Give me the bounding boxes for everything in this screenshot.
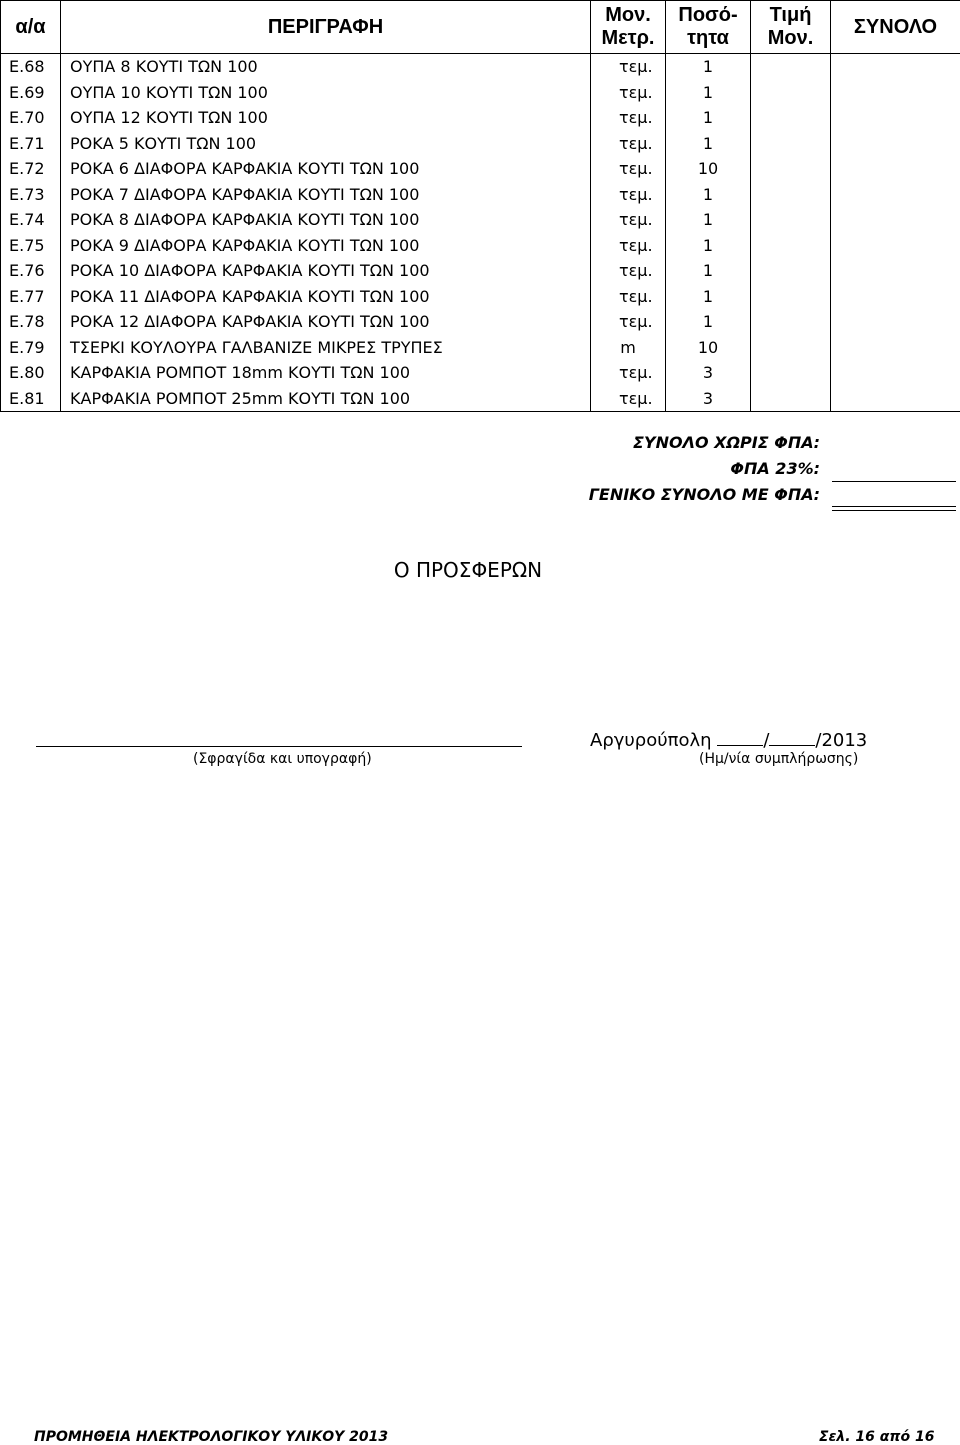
row-description: ΡΟΚΑ 6 ΔΙΑΦΟΡΑ ΚΑΡΦΑΚΙΑ ΚΟΥΤΙ ΤΩΝ 100 <box>61 156 591 182</box>
offer-table <box>0 0 960 412</box>
row-code: Ε.73 <box>1 182 61 208</box>
row-total <box>831 207 960 233</box>
row-quantity: 1 <box>666 105 751 131</box>
row-total <box>831 360 960 386</box>
row-unit: τεμ. <box>591 284 666 310</box>
date-separator: / <box>763 730 770 751</box>
signature-line <box>36 746 522 747</box>
row-total <box>831 156 960 182</box>
row-unit-price <box>751 156 831 182</box>
row-quantity: 1 <box>666 284 751 310</box>
row-quantity: 3 <box>666 360 751 386</box>
vat-line <box>832 481 956 482</box>
table-row <box>1 54 960 80</box>
row-unit-price <box>751 386 831 412</box>
row-code: Ε.76 <box>1 258 61 284</box>
grand-total-line-2 <box>832 510 956 511</box>
table-row <box>1 233 960 259</box>
header-description: ΠΕΡΙΓΡΑΦΗ <box>61 1 591 54</box>
table-row <box>1 207 960 233</box>
place-name: Αργυρούπολη <box>590 730 712 751</box>
table-row <box>1 131 960 157</box>
date-year: /2013 <box>815 730 868 751</box>
row-quantity: 1 <box>666 54 751 80</box>
row-quantity: 1 <box>666 309 751 335</box>
row-total <box>831 233 960 259</box>
row-total <box>831 182 960 208</box>
offeror-label: Ο ΠΡΟΣΦΕΡΩΝ <box>393 558 543 582</box>
row-description: ΡΟΚΑ 8 ΔΙΑΦΟΡΑ ΚΑΡΦΑΚΙΑ ΚΟΥΤΙ ΤΩΝ 100 <box>61 207 591 233</box>
row-description: ΡΟΚΑ 12 ΔΙΑΦΟΡΑ ΚΑΡΦΑΚΙΑ ΚΟΥΤΙ ΤΩΝ 100 <box>61 309 591 335</box>
row-description: ΚΑΡΦΑΚΙΑ ΡΟΜΠΟΤ 18mm ΚΟΥΤΙ ΤΩΝ 100 <box>61 360 591 386</box>
row-unit-price <box>751 182 831 208</box>
footer-page: Σελ. 16 από 16 <box>819 1429 935 1445</box>
grand-total-line-1 <box>832 506 956 507</box>
table-body <box>1 54 960 412</box>
row-unit: τεμ. <box>591 207 666 233</box>
stamp-caption: (Σφραγίδα και υπογραφή) <box>193 751 372 767</box>
row-unit: τεμ. <box>591 182 666 208</box>
row-quantity: 10 <box>666 156 751 182</box>
row-total <box>831 309 960 335</box>
row-description: ΚΑΡΦΑΚΙΑ ΡΟΜΠΟΤ 25mm ΚΟΥΤΙ ΤΩΝ 100 <box>61 386 591 412</box>
row-unit: τεμ. <box>591 105 666 131</box>
grand-total-label: ΓΕΝΙΚΟ ΣΥΝΟΛΟ ΜΕ ΦΠΑ: <box>588 485 820 504</box>
row-description: ΡΟΚΑ 11 ΔΙΑΦΟΡΑ ΚΑΡΦΑΚΙΑ ΚΟΥΤΙ ΤΩΝ 100 <box>61 284 591 310</box>
row-code: Ε.78 <box>1 309 61 335</box>
row-unit-price <box>751 54 831 80</box>
row-total <box>831 386 960 412</box>
row-code: Ε.79 <box>1 335 61 361</box>
table-row <box>1 80 960 106</box>
row-description: ΤΣΕΡΚΙ ΚΟΥΛΟΥΡΑ ΓΑΛΒΑΝΙΖΕ ΜΙΚΡΕΣ ΤΡΥΠΕΣ <box>61 335 591 361</box>
table-row <box>1 258 960 284</box>
row-unit: τεμ. <box>591 131 666 157</box>
row-quantity: 1 <box>666 233 751 259</box>
row-code: Ε.81 <box>1 386 61 412</box>
row-unit-price <box>751 131 831 157</box>
row-unit-price <box>751 258 831 284</box>
row-description: ΟΥΠΑ 8 ΚΟΥΤΙ ΤΩΝ 100 <box>61 54 591 80</box>
row-code: Ε.68 <box>1 54 61 80</box>
row-unit-price <box>751 80 831 106</box>
row-quantity: 3 <box>666 386 751 412</box>
row-unit: τεμ. <box>591 54 666 80</box>
row-description: ΡΟΚΑ 7 ΔΙΑΦΟΡΑ ΚΑΡΦΑΚΙΑ ΚΟΥΤΙ ΤΩΝ 100 <box>61 182 591 208</box>
table-row <box>1 284 960 310</box>
row-unit-price <box>751 335 831 361</box>
row-code: Ε.69 <box>1 80 61 106</box>
header-total: ΣΥΝΟΛΟ <box>831 1 960 54</box>
footer-title: ΠΡΟΜΗΘΕΙΑ ΗΛΕΚΤΡΟΛΟΓΙΚΟΥ ΥΛΙΚΟΥ 2013 <box>34 1429 389 1445</box>
row-unit: τεμ. <box>591 386 666 412</box>
table-row <box>1 105 960 131</box>
row-unit-price <box>751 309 831 335</box>
row-total <box>831 80 960 106</box>
date-caption: (Ημ/νία συμπλήρωσης) <box>699 751 859 767</box>
row-unit-price <box>751 207 831 233</box>
row-unit: τεμ. <box>591 309 666 335</box>
row-description: ΟΥΠΑ 10 ΚΟΥΤΙ ΤΩΝ 100 <box>61 80 591 106</box>
header-quantity: Ποσό-τητα <box>666 1 751 54</box>
row-code: Ε.71 <box>1 131 61 157</box>
row-unit: m <box>591 335 666 361</box>
month-blank <box>769 729 815 746</box>
row-code: Ε.80 <box>1 360 61 386</box>
row-code: Ε.70 <box>1 105 61 131</box>
row-total <box>831 105 960 131</box>
row-quantity: 1 <box>666 80 751 106</box>
row-unit-price <box>751 105 831 131</box>
row-description: ΡΟΚΑ 10 ΔΙΑΦΟΡΑ ΚΑΡΦΑΚΙΑ ΚΟΥΤΙ ΤΩΝ 100 <box>61 258 591 284</box>
row-total <box>831 284 960 310</box>
table-row <box>1 360 960 386</box>
row-unit-price <box>751 233 831 259</box>
row-unit: τεμ. <box>591 80 666 106</box>
row-unit: τεμ. <box>591 156 666 182</box>
row-code: Ε.74 <box>1 207 61 233</box>
row-code: Ε.77 <box>1 284 61 310</box>
table-row <box>1 156 960 182</box>
row-code: Ε.75 <box>1 233 61 259</box>
subtotal-label: ΣΥΝΟΛΟ ΧΩΡΙΣ ΦΠΑ: <box>633 433 820 452</box>
header-unit-price: Τιμή Μον. <box>751 1 831 54</box>
row-unit-price <box>751 360 831 386</box>
row-unit: τεμ. <box>591 258 666 284</box>
table-row <box>1 182 960 208</box>
table-row <box>1 335 960 361</box>
vat-label: ΦΠΑ 23%: <box>730 459 820 478</box>
table-row <box>1 386 960 412</box>
row-quantity: 1 <box>666 207 751 233</box>
row-unit-price <box>751 284 831 310</box>
header-aa: α/α <box>1 1 61 54</box>
row-total <box>831 131 960 157</box>
row-total <box>831 54 960 80</box>
row-description: ΟΥΠΑ 12 ΚΟΥΤΙ ΤΩΝ 100 <box>61 105 591 131</box>
table-header-row <box>1 1 960 54</box>
row-unit: τεμ. <box>591 360 666 386</box>
place-date <box>590 729 867 751</box>
table-row <box>1 309 960 335</box>
row-description: ΡΟΚΑ 5 ΚΟΥΤΙ ΤΩΝ 100 <box>61 131 591 157</box>
row-code: Ε.72 <box>1 156 61 182</box>
day-blank <box>717 729 763 746</box>
row-quantity: 1 <box>666 258 751 284</box>
row-quantity: 1 <box>666 182 751 208</box>
row-quantity: 10 <box>666 335 751 361</box>
row-total <box>831 335 960 361</box>
row-total <box>831 258 960 284</box>
row-unit: τεμ. <box>591 233 666 259</box>
row-description: ΡΟΚΑ 9 ΔΙΑΦΟΡΑ ΚΑΡΦΑΚΙΑ ΚΟΥΤΙ ΤΩΝ 100 <box>61 233 591 259</box>
row-quantity: 1 <box>666 131 751 157</box>
header-unit: Μον. Μετρ. <box>591 1 666 54</box>
